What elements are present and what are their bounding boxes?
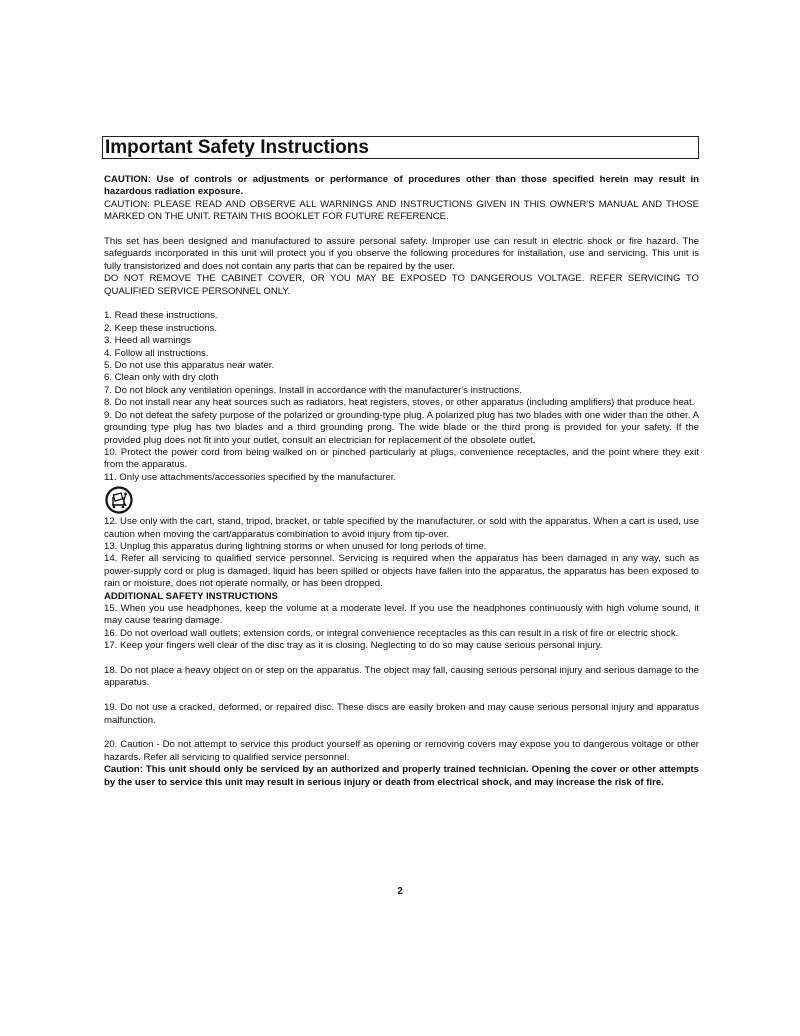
intro-paragraph: This set has been designed and manufactured to assure personal safety. Improper use can result in electric shock or fire hazard. The safeguards incorporated in this unit will protect you if you observe the following procedures for installation, use and servicing. This unit is fully transistorized and does not contain any parts that can be repaired by the user. [104,236,699,272]
caution-read: CAUTION: PLEASE READ AND OBSERVE ALL WARNINGS AND INSTRUCTIONS GIVEN IN THIS OWNER'S MANUAL AND THOSE MARKED ON THE UNIT. RETAIN THIS BOOKLET FOR FUTURE REFERENCE. [104,198,699,223]
list-item: 15. When you use headphones, keep the volume at a moderate level. If you use the headphones continuously with high volume sound, it may cause tearing damage. [104,602,699,627]
list-item: 13. Unplug this apparatus during lightning storms or when unused for long periods of time. [104,540,487,552]
page-number: 2 [397,886,403,897]
list-item: 1. Read these instructions. [104,310,218,322]
list-item: 8. Do not install near any heat sources such as radiators, heat registers, stoves, or other apparatus (including amplifiers) that produce heat. [104,397,695,409]
list-item: 9. Do not defeat the safety purpose of the polarized or grounding-type plug. A polarized plug has two blades with one wider than the other. A grounding type plug has two blades and a third grounding prong. The wide blade or the third prong is provided for your safety. If the provided plug does not fit into your outlet, consult an electrician for replacement of the obsolete outlet. [104,409,699,446]
cart-warning-row [104,484,699,516]
do-not-remove-warning: DO NOT REMOVE THE CABINET COVER, OR YOU MAY BE EXPOSED TO DANGEROUS VOLTAGE. REFER SERVICING TO QUALIFIED SERVICE PERSONNEL ONLY. [104,273,699,297]
list-item: 18. Do not place a heavy object on or step on the apparatus. The object may fall, causing serious personal injury and serious damage to the apparatus. [104,664,699,689]
list-item: 14. Refer all servicing to qualified service personnel. Servicing is required when the apparatus has been damaged in any way, such as power-supply cord or plug is damaged, liquid has been spilled or objects have fallen into the apparatus, the apparatus has been exposed to rain or moisture, does not operate normally, or has been dropped. [104,553,699,590]
list-item: 6. Clean only with dry cloth [104,372,219,384]
title-box [102,136,699,159]
list-item: 10. Protect the power cord from being walked on or pinched particularly at plugs, convenience receptacles, and the point where they exit from the apparatus. [104,446,699,471]
additional-safety-heading: ADDITIONAL SAFETY INSTRUCTIONS [104,590,278,602]
list-item: 5. Do not use this apparatus near water. [104,360,275,372]
list-item: 2. Keep these instructions. [104,322,218,334]
page-title: Important Safety Instructions [105,136,369,158]
cart-tip-over-warning-icon [104,485,134,515]
list-item: 20. Caution - Do not attempt to service this product yourself as opening or removing covers may expose you to dangerous voltage or other hazards. Refer all servicing to qualified service personnel. [104,739,699,763]
content [104,174,699,789]
list-item: 16. Do not overload wall outlets; extension cords, or integral convenience receptacles as this can result in a risk of fire or electric shock. [104,627,679,639]
final-caution: Caution: This unit should only be serviced by an authorized and properly trained technician. Opening the cover or other attempts by the user to service this unit may result in serious injury or death from electrical shock, and may increase the risk of fire. [104,764,699,788]
list-item: 3. Heed all warnings [104,335,191,347]
manual-page [104,136,699,789]
list-item: 7. Do not block any ventilation openings. Install in accordance with the manufacturer's instructions. [104,384,522,396]
list-item: 12. Use only with the cart, stand, tripod, bracket, or table specified by the manufacturer, or sold with the apparatus. When a cart is used, use caution when moving the cart/apparatus combination to avoid injury from tip-over. [104,516,699,540]
list-item: 19. Do not use a cracked, deformed, or repaired disc. These discs are easily broken and may cause serious personal injury and apparatus malfunction. [104,702,699,726]
caution-bold: CAUTION: Use of controls or adjustments or performance of procedures other than those specified herein may result in hazardous radiation exposure. [104,174,699,198]
list-item: 11. Only use attachments/accessories specified by the manufacturer. [104,471,397,483]
list-item: 17. Keep your fingers well clear of the disc tray as it is closing. Neglecting to do so may cause serious personal injury. [104,640,603,652]
list-item: 4. Follow all instructions. [104,347,209,359]
